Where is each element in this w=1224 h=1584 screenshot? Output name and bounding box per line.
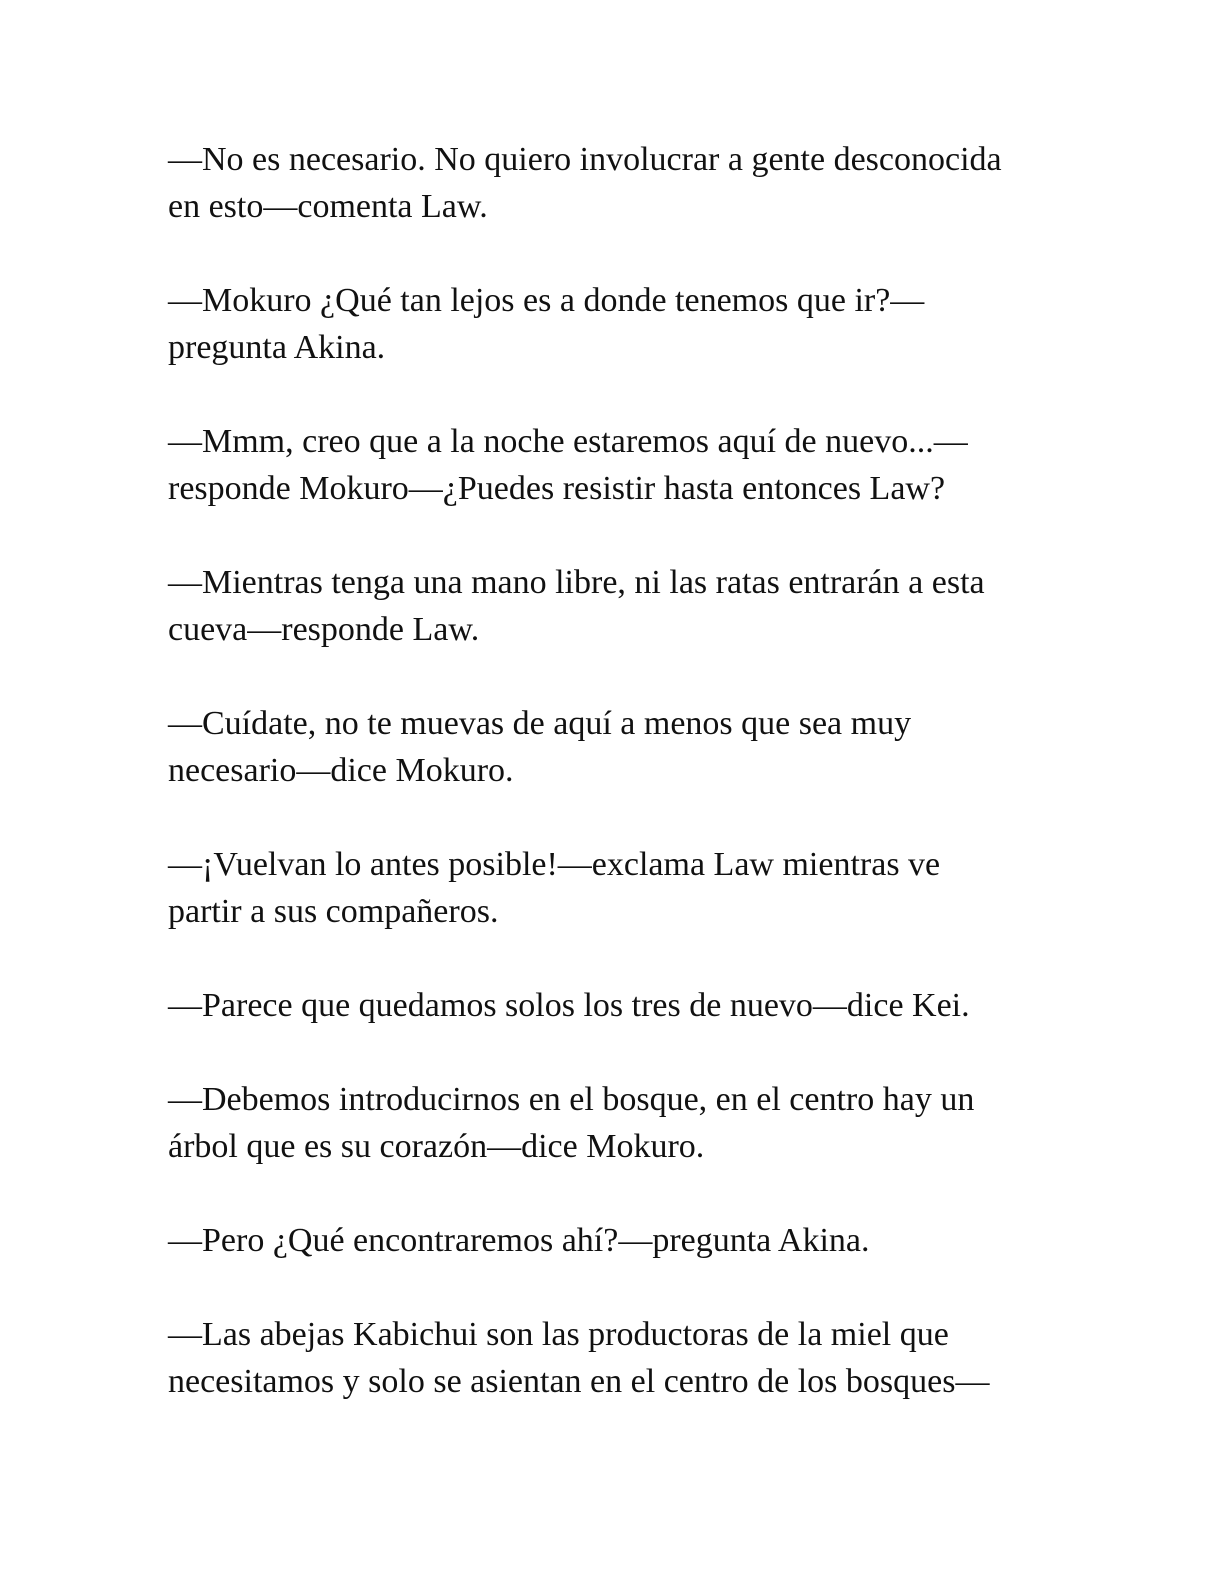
text-line: árbol que es su corazón—dice Mokuro.	[168, 1128, 705, 1165]
body-text	[168, 136, 1068, 1452]
paragraph	[168, 1076, 1068, 1170]
text-line: —Debemos introducirnos en el bosque, en el centro hay un	[168, 1081, 975, 1118]
text-line: en esto—comenta Law.	[168, 188, 488, 225]
text-line: —Parece que quedamos solos los tres de nuevo—dice Kei.	[168, 987, 970, 1024]
text-line: pregunta Akina.	[168, 329, 386, 366]
paragraph	[168, 559, 1068, 653]
paragraph	[168, 841, 1068, 935]
paragraph	[168, 277, 1068, 371]
text-line: —Mientras tenga una mano libre, ni las ratas entrarán a esta	[168, 564, 985, 601]
paragraph	[168, 1217, 1068, 1264]
text-line: responde Mokuro—¿Puedes resistir hasta entonces Law?	[168, 470, 946, 507]
text-line: —Pero ¿Qué encontraremos ahí?—pregunta Akina.	[168, 1222, 870, 1259]
text-line: cueva—responde Law.	[168, 611, 480, 648]
paragraph	[168, 1311, 1068, 1405]
paragraph	[168, 982, 1068, 1029]
text-line: —Mokuro ¿Qué tan lejos es a donde tenemos que ir?—	[168, 282, 925, 319]
paragraph	[168, 418, 1068, 512]
text-line: —Cuídate, no te muevas de aquí a menos que sea muy	[168, 705, 912, 742]
paragraph	[168, 700, 1068, 794]
text-line: —¡Vuelvan lo antes posible!—exclama Law mientras ve	[168, 846, 941, 883]
text-line: —No es necesario. No quiero involucrar a gente desconocida	[168, 141, 1002, 178]
text-line: —Mmm, creo que a la noche estaremos aquí de nuevo...—	[168, 423, 968, 460]
text-line: —Las abejas Kabichui son las productoras de la miel que	[168, 1316, 949, 1353]
text-line: partir a sus compañeros.	[168, 893, 499, 930]
paragraph	[168, 136, 1068, 230]
text-line: necesitamos y solo se asientan en el centro de los bosques—	[168, 1363, 990, 1400]
text-line: necesario—dice Mokuro.	[168, 752, 514, 789]
